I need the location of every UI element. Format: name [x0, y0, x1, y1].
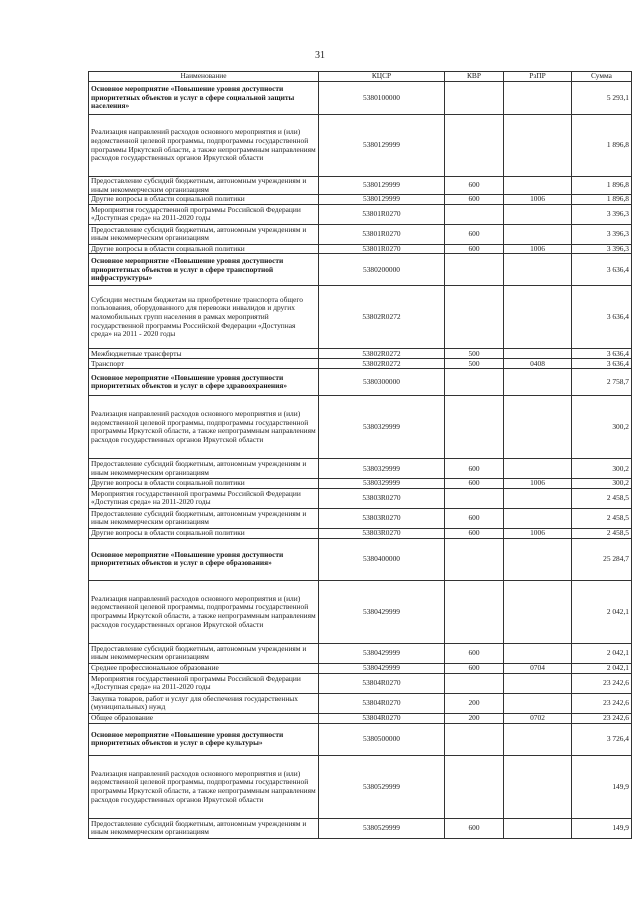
- table-row: [89, 459, 632, 479]
- cell-sum: 2 042,1: [572, 663, 632, 673]
- cell-kvr: 600: [445, 528, 504, 538]
- table-row: [89, 723, 632, 755]
- cell-kvr: 200: [445, 693, 504, 713]
- cell-rzpr: [504, 580, 572, 643]
- cell-kvr: 200: [445, 713, 504, 723]
- cell-kvr: 600: [445, 244, 504, 254]
- cell-rzpr: [504, 643, 572, 663]
- table-header: [89, 72, 632, 82]
- cell-rzpr: [504, 818, 572, 838]
- table-row: [89, 359, 632, 369]
- table-row: [89, 254, 632, 286]
- cell-kcsr: 5380529999: [319, 818, 445, 838]
- cell-sum: 5 293,1: [572, 82, 632, 115]
- cell-rzpr: [504, 693, 572, 713]
- cell-kcsr: 5380429999: [319, 643, 445, 663]
- cell-rzpr: [504, 82, 572, 115]
- cell-kcsr: 53803R0270: [319, 528, 445, 538]
- cell-name: Другие вопросы в области социальной политики: [89, 244, 319, 254]
- cell-name: Мероприятия государственной программы Российской Федерации «Доступная среда» на 2011-2020 годы: [89, 488, 319, 508]
- cell-kvr: [445, 254, 504, 286]
- header-sum: Сумма: [572, 72, 632, 82]
- cell-sum: 3 726,4: [572, 723, 632, 755]
- table-row: [89, 538, 632, 580]
- cell-rzpr: [504, 508, 572, 528]
- cell-sum: 2 758,7: [572, 369, 632, 396]
- cell-sum: 2 042,1: [572, 580, 632, 643]
- table-row: [89, 195, 632, 205]
- cell-name: Основное мероприятие «Повышение уровня доступности приоритетных объектов и услуг в сфере здравоохранения»: [89, 369, 319, 396]
- cell-kcsr: 53803R0270: [319, 488, 445, 508]
- cell-name: Субсидии местным бюджетам на приобретение транспорта общего пользования, оборудованного для перевозки инвалидов и других маломобильных групп населения в рамках мероприятий государственной программы Российской Федерации «Доступная среда» на 2011 - 2020 годы: [89, 286, 319, 349]
- cell-sum: 149,9: [572, 818, 632, 838]
- cell-rzpr: [504, 459, 572, 479]
- cell-kvr: [445, 82, 504, 115]
- cell-sum: 23 242,6: [572, 673, 632, 693]
- cell-kvr: 500: [445, 349, 504, 359]
- cell-kvr: 600: [445, 508, 504, 528]
- table-row: [89, 479, 632, 489]
- cell-rzpr: 1006: [504, 479, 572, 489]
- table-row: [89, 755, 632, 818]
- cell-rzpr: [504, 115, 572, 177]
- cell-rzpr: [504, 673, 572, 693]
- page-number: 31: [315, 50, 325, 61]
- cell-rzpr: [504, 755, 572, 818]
- cell-kvr: [445, 538, 504, 580]
- cell-rzpr: 1006: [504, 528, 572, 538]
- cell-kvr: [445, 673, 504, 693]
- table-row: [89, 396, 632, 459]
- table-row: [89, 673, 632, 693]
- cell-name: Другие вопросы в области социальной политики: [89, 479, 319, 489]
- budget-table: [88, 71, 632, 839]
- cell-kcsr: 5380129999: [319, 115, 445, 177]
- table-row: [89, 369, 632, 396]
- cell-name: Реализация направлений расходов основного мероприятия и (или) ведомственной целевой программы, подпрограммы государственной программы Иркутской области, а также непрограммным направлениям расходов государственных органов Иркутской области: [89, 580, 319, 643]
- cell-rzpr: [504, 177, 572, 195]
- cell-kvr: [445, 580, 504, 643]
- cell-sum: 23 242,6: [572, 693, 632, 713]
- cell-kcsr: 53804R0270: [319, 713, 445, 723]
- table-row: [89, 244, 632, 254]
- cell-kvr: 600: [445, 177, 504, 195]
- table-row: [89, 528, 632, 538]
- cell-kvr: [445, 396, 504, 459]
- cell-name: Предоставление субсидий бюджетным, автономным учреждениям и иным некоммерческим организациям: [89, 459, 319, 479]
- cell-name: Предоставление субсидий бюджетным, автономным учреждениям и иным некоммерческим организациям: [89, 818, 319, 838]
- cell-sum: 1 896,8: [572, 115, 632, 177]
- cell-kcsr: 5380129999: [319, 195, 445, 205]
- cell-name: Общее образование: [89, 713, 319, 723]
- header-kvr: КВР: [445, 72, 504, 82]
- cell-name: Предоставление субсидий бюджетным, автономным учреждениям и иным некоммерческим организациям: [89, 177, 319, 195]
- cell-rzpr: 0702: [504, 713, 572, 723]
- cell-kcsr: 53802R0272: [319, 349, 445, 359]
- table-body: [89, 82, 632, 839]
- cell-kcsr: 5380200000: [319, 254, 445, 286]
- cell-sum: 2 458,5: [572, 488, 632, 508]
- cell-kvr: [445, 488, 504, 508]
- cell-kvr: [445, 204, 504, 224]
- cell-sum: 300,2: [572, 479, 632, 489]
- cell-name: Основное мероприятие «Повышение уровня доступности приоритетных объектов и услуг в сфере культуры»: [89, 723, 319, 755]
- cell-rzpr: [504, 224, 572, 244]
- cell-name: Среднее профессиональное образование: [89, 663, 319, 673]
- cell-kvr: 600: [445, 224, 504, 244]
- cell-kcsr: 5380129999: [319, 177, 445, 195]
- cell-rzpr: [504, 396, 572, 459]
- cell-sum: 300,2: [572, 459, 632, 479]
- cell-sum: 2 458,5: [572, 508, 632, 528]
- cell-name: Другие вопросы в области социальной политики: [89, 528, 319, 538]
- cell-name: Межбюджетные трансферты: [89, 349, 319, 359]
- cell-kcsr: 5380100000: [319, 82, 445, 115]
- cell-name: Реализация направлений расходов основного мероприятия и (или) ведомственной целевой программы, подпрограммы государственной программы Иркутской области, а также непрограммным направлениям расходов государственных органов Иркутской области: [89, 755, 319, 818]
- table-row: [89, 818, 632, 838]
- cell-sum: 3 636,4: [572, 254, 632, 286]
- cell-kcsr: 53801R0270: [319, 244, 445, 254]
- cell-sum: 25 284,7: [572, 538, 632, 580]
- cell-sum: 2 042,1: [572, 643, 632, 663]
- cell-kvr: [445, 115, 504, 177]
- table-row: [89, 488, 632, 508]
- cell-kcsr: 53802R0272: [319, 359, 445, 369]
- table-row: [89, 82, 632, 115]
- cell-kvr: 500: [445, 359, 504, 369]
- cell-sum: 23 242,6: [572, 713, 632, 723]
- cell-sum: 3 396,3: [572, 244, 632, 254]
- cell-sum: 149,9: [572, 755, 632, 818]
- cell-kcsr: 5380300000: [319, 369, 445, 396]
- cell-kcsr: 53804R0270: [319, 673, 445, 693]
- cell-rzpr: [504, 254, 572, 286]
- cell-kcsr: 53801R0270: [319, 224, 445, 244]
- cell-kcsr: 5380400000: [319, 538, 445, 580]
- cell-kcsr: 5380429999: [319, 663, 445, 673]
- cell-name: Реализация направлений расходов основного мероприятия и (или) ведомственной целевой программы, подпрограммы государственной программы Иркутской области, а также непрограммным направлениям расходов государственных органов Иркутской области: [89, 115, 319, 177]
- cell-kvr: 600: [445, 643, 504, 663]
- cell-kcsr: 53802R0272: [319, 286, 445, 349]
- cell-rzpr: [504, 349, 572, 359]
- cell-kcsr: 5380500000: [319, 723, 445, 755]
- cell-name: Транспорт: [89, 359, 319, 369]
- cell-name: Основное мероприятие «Повышение уровня доступности приоритетных объектов и услуг в сфере социальной защиты населения»: [89, 82, 319, 115]
- cell-kvr: 600: [445, 195, 504, 205]
- header-name: Наименование: [89, 72, 319, 82]
- header-kcsr: КЦСР: [319, 72, 445, 82]
- cell-sum: 1 896,8: [572, 177, 632, 195]
- cell-name: Предоставление субсидий бюджетным, автономным учреждениям и иным некоммерческим организациям: [89, 224, 319, 244]
- cell-rzpr: 1006: [504, 244, 572, 254]
- table-row: [89, 115, 632, 177]
- cell-kvr: 600: [445, 818, 504, 838]
- cell-sum: 3 636,4: [572, 286, 632, 349]
- cell-kcsr: 53803R0270: [319, 508, 445, 528]
- cell-rzpr: [504, 286, 572, 349]
- cell-kvr: [445, 369, 504, 396]
- cell-sum: 3 636,4: [572, 349, 632, 359]
- cell-kcsr: 53801R0270: [319, 204, 445, 224]
- table-row: [89, 224, 632, 244]
- cell-rzpr: 0408: [504, 359, 572, 369]
- cell-rzpr: 1006: [504, 195, 572, 205]
- cell-sum: 3 396,3: [572, 224, 632, 244]
- cell-kcsr: 5380329999: [319, 396, 445, 459]
- cell-kcsr: 5380429999: [319, 580, 445, 643]
- cell-name: Реализация направлений расходов основного мероприятия и (или) ведомственной целевой программы, подпрограммы государственной программы Иркутской области, а также непрограммным направлениям расходов государственных органов Иркутской области: [89, 396, 319, 459]
- cell-kcsr: 53804R0270: [319, 693, 445, 713]
- table-row: [89, 508, 632, 528]
- cell-rzpr: [504, 204, 572, 224]
- table-row: [89, 643, 632, 663]
- cell-kvr: 600: [445, 459, 504, 479]
- table-row: [89, 349, 632, 359]
- cell-sum: 3 636,4: [572, 359, 632, 369]
- cell-name: Другие вопросы в области социальной политики: [89, 195, 319, 205]
- cell-kcsr: 5380329999: [319, 459, 445, 479]
- table-row: [89, 204, 632, 224]
- cell-rzpr: 0704: [504, 663, 572, 673]
- table-row: [89, 713, 632, 723]
- table-row: [89, 286, 632, 349]
- table-row: [89, 580, 632, 643]
- cell-name: Основное мероприятие «Повышение уровня доступности приоритетных объектов и услуг в сфере образования»: [89, 538, 319, 580]
- cell-sum: 2 458,5: [572, 528, 632, 538]
- cell-name: Мероприятия государственной программы Российской Федерации «Доступная среда» на 2011-2020 годы: [89, 204, 319, 224]
- cell-sum: 300,2: [572, 396, 632, 459]
- cell-sum: 1 896,8: [572, 195, 632, 205]
- header-rzpr: РзПР: [504, 72, 572, 82]
- cell-rzpr: [504, 538, 572, 580]
- cell-kvr: [445, 286, 504, 349]
- table-row: [89, 693, 632, 713]
- table-row: [89, 177, 632, 195]
- cell-rzpr: [504, 488, 572, 508]
- cell-rzpr: [504, 369, 572, 396]
- table-row: [89, 663, 632, 673]
- cell-kcsr: 5380329999: [319, 479, 445, 489]
- cell-kvr: [445, 723, 504, 755]
- cell-name: Основное мероприятие «Повышение уровня доступности приоритетных объектов и услуг в сфере транспортной инфраструктуры»: [89, 254, 319, 286]
- cell-kcsr: 5380529999: [319, 755, 445, 818]
- cell-rzpr: [504, 723, 572, 755]
- cell-sum: 3 396,3: [572, 204, 632, 224]
- cell-name: Закупка товаров, работ и услуг для обеспечения государственных (муниципальных) нужд: [89, 693, 319, 713]
- cell-name: Предоставление субсидий бюджетным, автономным учреждениям и иным некоммерческим организациям: [89, 643, 319, 663]
- cell-name: Мероприятия государственной программы Российской Федерации «Доступная среда» на 2011-2020 годы: [89, 673, 319, 693]
- cell-kvr: 600: [445, 663, 504, 673]
- cell-kvr: [445, 755, 504, 818]
- cell-name: Предоставление субсидий бюджетным, автономным учреждениям и иным некоммерческим организациям: [89, 508, 319, 528]
- cell-kvr: 600: [445, 479, 504, 489]
